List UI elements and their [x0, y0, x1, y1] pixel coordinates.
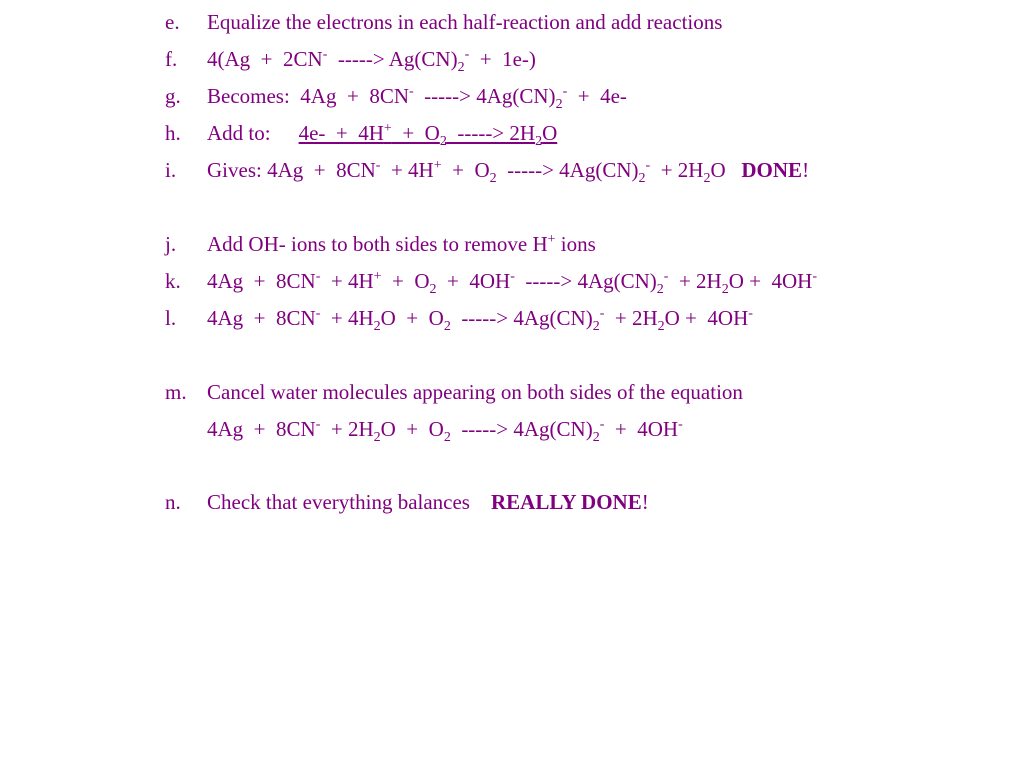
eq-part: + 4e-: [567, 84, 627, 108]
step-equation: [207, 306, 753, 334]
step-equation: [207, 269, 817, 297]
step-h: [165, 121, 558, 149]
superscript: -: [315, 306, 321, 321]
eq-part: O + O: [380, 417, 444, 441]
subscript: 2: [429, 282, 437, 297]
step-text: Cancel water molecules appearing on both sides of the equation: [207, 380, 743, 404]
superscript: -: [663, 269, 669, 284]
eq-part: 4Ag + 8CN: [207, 417, 316, 441]
eq-part: Gives: 4Ag + 8CN: [207, 158, 376, 182]
step-marker: g.: [165, 84, 181, 108]
done-label: DONE: [741, 158, 803, 182]
subscript: 2: [457, 60, 465, 75]
eq-part: ions: [555, 232, 596, 256]
superscript: -: [315, 269, 321, 284]
step-marker: k.: [165, 269, 181, 293]
subscript: 2: [592, 319, 600, 334]
step-text: [207, 490, 649, 514]
step-marker: i.: [165, 158, 177, 182]
superscript: +: [373, 269, 382, 284]
superscript: +: [383, 121, 392, 136]
subscript: 2: [656, 282, 664, 297]
step-marker: j.: [165, 232, 177, 256]
subscript: 2: [439, 134, 447, 149]
subscript: 2: [443, 319, 451, 334]
step-n: [165, 490, 649, 514]
eq-part: Becomes: 4Ag + 8CN: [207, 84, 409, 108]
eq-part: + 2H: [668, 269, 722, 293]
underlined-equation: [298, 121, 558, 149]
eq-part: O + 4OH: [728, 269, 813, 293]
superscript: -: [322, 47, 328, 62]
eq-part: O + 4OH: [664, 306, 749, 330]
eq-part: + 2H: [650, 158, 704, 182]
subscript: 2: [443, 430, 451, 445]
subscript: 2: [657, 319, 665, 334]
eq-part: O + O: [380, 306, 444, 330]
eq-part: 4e- + 4H: [298, 121, 384, 145]
step-i: [165, 158, 810, 186]
step-k: [165, 269, 817, 297]
step-marker: h.: [165, 121, 181, 145]
eq-part: O: [542, 121, 558, 145]
eq-part: + 4H: [320, 269, 374, 293]
step-equation: [207, 47, 536, 75]
step-e: [165, 10, 723, 34]
subscript: 2: [721, 282, 729, 297]
superscript: -: [409, 84, 414, 99]
eq-part: -----> 4Ag(CN): [514, 269, 657, 293]
eq-part: + O: [391, 121, 440, 145]
superscript: -: [812, 269, 817, 284]
superscript: -: [375, 158, 381, 173]
eq-part: -----> 4Ag(CN): [413, 84, 556, 108]
superscript: -: [464, 47, 470, 62]
eq-part: -----> 2H: [446, 121, 536, 145]
eq-part: 4Ag + 8CN: [207, 306, 316, 330]
step-equation: [207, 158, 810, 186]
step-m: [165, 380, 743, 404]
eq-part: + 4H: [320, 306, 374, 330]
step-marker: l.: [165, 306, 177, 330]
step-equation: [207, 84, 627, 112]
superscript: +: [547, 232, 556, 247]
eq-part: + O: [381, 269, 430, 293]
eq-part: -----> 4Ag(CN): [450, 417, 593, 441]
eq-part: + 1e-): [469, 47, 536, 71]
eq-part: !: [641, 490, 649, 514]
subscript: 2: [555, 97, 563, 112]
step-equation: [207, 417, 683, 445]
eq-part: + 4OH: [604, 417, 679, 441]
subscript: 2: [703, 171, 711, 186]
subscript: 2: [638, 171, 646, 186]
step-f: [165, 47, 536, 75]
step-g: [165, 84, 627, 112]
step-marker: e.: [165, 10, 180, 34]
superscript: -: [315, 417, 321, 432]
eq-part: Add OH- ions to both sides to remove H: [207, 232, 548, 256]
really-done-label: REALLY DONE: [490, 490, 642, 514]
step-text: Equalize the electrons in each half-reaction and add reactions: [207, 10, 723, 34]
superscript: +: [433, 158, 442, 173]
subscript: 2: [592, 430, 600, 445]
superscript: -: [645, 158, 651, 173]
eq-part: O: [710, 158, 742, 182]
eq-part: 4(Ag + 2CN: [207, 47, 323, 71]
superscript: -: [599, 417, 605, 432]
superscript: -: [678, 417, 683, 432]
eq-part: + 4OH: [436, 269, 511, 293]
superscript: -: [599, 306, 605, 321]
step-l: [165, 306, 753, 334]
superscript: -: [510, 269, 515, 284]
step-marker: m.: [165, 380, 187, 404]
eq-part: -----> 4Ag(CN): [450, 306, 593, 330]
eq-part: -----> Ag(CN): [327, 47, 458, 71]
step-marker: n.: [165, 490, 181, 514]
eq-part: + O: [441, 158, 490, 182]
step-equation: [207, 121, 558, 149]
eq-part: + 4H: [380, 158, 434, 182]
subscript: 2: [373, 319, 381, 334]
eq-part: + 2H: [604, 306, 658, 330]
step-j: [165, 232, 596, 256]
subscript: 2: [489, 171, 497, 186]
subscript: 2: [373, 430, 381, 445]
step-m-equation: [165, 417, 683, 445]
step-text: [207, 232, 596, 256]
eq-part: Check that everything balances: [207, 490, 491, 514]
step-label: Add to:: [207, 121, 271, 145]
superscript: -: [748, 306, 753, 321]
eq-part: + 2H: [320, 417, 374, 441]
step-marker: f.: [165, 47, 178, 71]
eq-part: -----> 4Ag(CN): [496, 158, 639, 182]
subscript: 2: [535, 134, 543, 149]
eq-part: 4Ag + 8CN: [207, 269, 316, 293]
eq-part: !: [802, 158, 810, 182]
superscript: -: [562, 84, 568, 99]
